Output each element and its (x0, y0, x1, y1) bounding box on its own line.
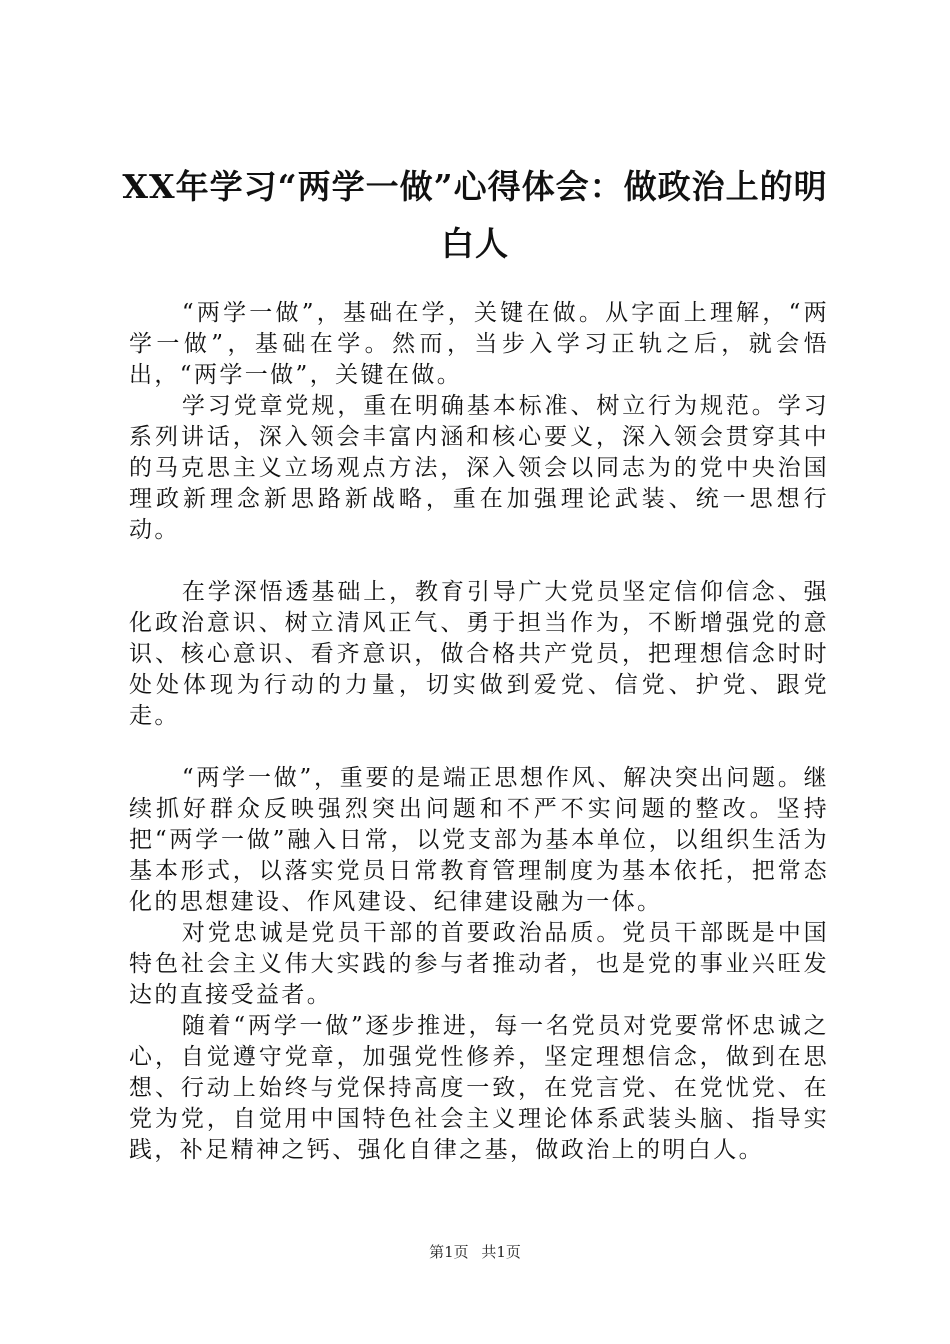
page-number-total: 共1页 (481, 1243, 521, 1261)
page-number-current: 第1页 (429, 1243, 469, 1261)
paragraph-6: 随着“两学一做”逐步推进，每一名党员对党要常怀忠诚之心，自觉遵守党章，加强党性修养，坚定理想信念，做到在思想、行动上始终与党保持高度一致，在党言党、在党忧党、在党为党，自觉用中国特色社会主义理论体系武装头脑、指导实践，补足精神之钙、强化自律之基，做政治上的明白人。 (129, 1013, 829, 1163)
document-title: XX年学习“两学一做”心得体会：做政治上的明白人 (122, 167, 828, 263)
paragraph-5: 对党忠诚是党员干部的首要政治品质。党员干部既是中国特色社会主义伟大实践的参与者推动者，也是党的事业兴旺发达的直接受益者。 (129, 920, 829, 1008)
paragraph-2: 学习党章党规，重在明确基本标准、树立行为规范。学习系列讲话，深入领会丰富内涵和核心要义，深入领会贯穿其中的马克思主义立场观点方法，深入领会以同志为的党中央治国理政新理念新思路新战略，重在加强理论武装、统一思想行动。 (129, 393, 829, 543)
document-body (129, 298, 829, 1166)
paragraph-4: “两学一做”，重要的是端正思想作风、解决突出问题。继续抓好群众反映强烈突出问题和不严不实问题的整改。坚持把“两学一做”融入日常，以党支部为基本单位，以组织生活为基本形式，以落实党员日常教育管理制度为基本依托，把常态化的思想建设、作风建设、纪律建设融为一体。 (129, 765, 829, 915)
paragraph-1: “两学一做”，基础在学，关键在做。从字面上理解，“两学一做”，基础在学。然而，当步入学习正轨之后，就会悟出，“两学一做”，关键在做。 (129, 300, 829, 388)
page-footer (0, 1242, 950, 1262)
paragraph-3: 在学深悟透基础上，教育引导广大党员坚定信仰信念、强化政治意识、树立清风正气、勇于担当作为，不断增强党的意识、核心意识、看齐意识，做合格共产党员，把理想信念时时处处体现为行动的力量，切实做到爱党、信党、护党、跟党走。 (129, 579, 829, 729)
